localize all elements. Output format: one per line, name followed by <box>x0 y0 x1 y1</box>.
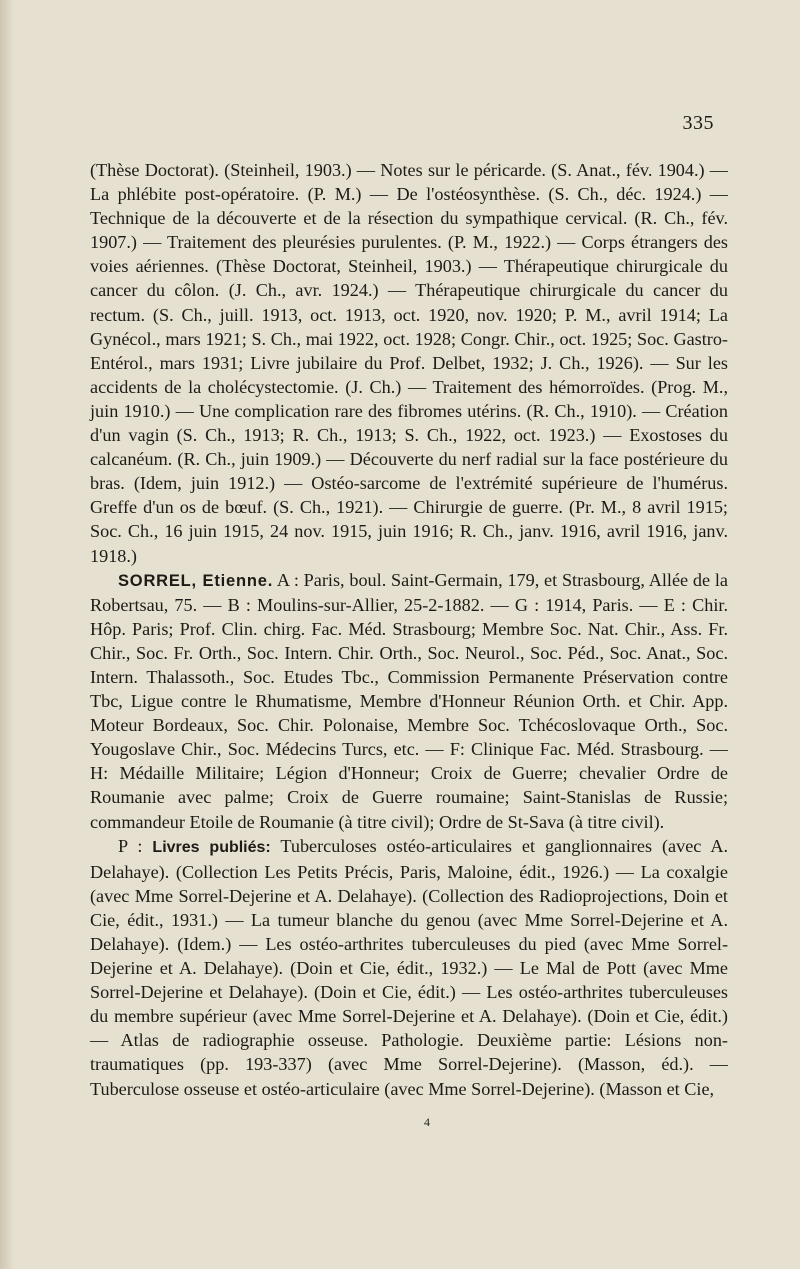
entry-name: SORREL, Etienne. <box>118 571 274 590</box>
books-paragraph <box>90 834 728 1101</box>
page-number: 335 <box>682 112 714 134</box>
document-body <box>90 158 728 1101</box>
biography-entry <box>90 568 728 834</box>
continuation-paragraph: (Thèse Doctorat). (Steinheil, 1903.) — Notes sur le péricarde. (S. Anat., fév. 1904.) — La phlébite post-opératoire. (P. M.) — De l'ostéosynthèse. (S. Ch., déc. 1924.) — Technique de la découverte et de la résection du sympathique cervical. (R. Ch., fév. 1907.) — Traitement des pleurésies purulentes. (P. M., 1922.) — Corps étrangers des voies aériennes. (Thèse Doctorat, Steinheil, 1903.) — Thérapeutique chirurgicale du cancer du côlon. (J. Ch., avr. 1924.) — Thérapeutique chirurgicale du cancer du rectum. (S. Ch., juill. 1913, oct. 1913, oct. 1920, nov. 1920; P. M., avril 1914; La Gynécol., mars 1921; S. Ch., mai 1922, oct. 1928; Congr. Chir., oct. 1925; Soc. Gastro-Entérol., mars 1931; Livre jubilaire du Prof. Delbet, 1932; J. Ch., 1926). — Sur les accidents de la cholécystectomie. (J. Ch.) — Traitement des hémorroïdes. (Prog. M., juin 1910.) — Une complication rare des fibromes utérins. (R. Ch., 1910). — Création d'un vagin (S. Ch., 1913; R. Ch., 1913; S. Ch., 1922, oct. 1923.) — Exostoses du calcanéum. (R. Ch., juin 1909.) — Découverte du nerf radial sur la face postérieure du bras. (Idem, juin 1912.) — Ostéo-sarcome de l'extrémité supérieure de l'humérus. Greffe d'un os de bœuf. (S. Ch., 1921). — Chirurgie de guerre. (Pr. M., 8 avril 1915; Soc. Ch., 16 juin 1915, 24 nov. 1915, juin 1916; R. Ch., janv. 1916, avril 1916, janv. 1918.) <box>90 160 728 566</box>
books-label: Livres publiés: <box>152 838 271 856</box>
entry-body: A : Paris, boul. Saint-Germain, 179, et Strasbourg, Allée de la Robertsau, 75. — B : Moulins-sur-Allier, 25-2-1882. — G : 1914, Paris. — E : Chir. Hôp. Paris; Prof. Clin. chirg. Fac. Méd. Strasbourg; Membre Soc. Nat. Chir., Ass. Fr. Chir., Soc. Fr. Orth., Soc. Intern. Chir. Orth., Soc. Neurol., Soc. Péd., Soc. Anat., Soc. Intern. Thalassoth., Soc. Etudes Tbc., Commission Permanente Préservation contre Tbc, Ligue contre le Rhumatisme, Membre d'Honneur Réunion Orth. et Chir. App. Moteur Bordeaux, Soc. Chir. Polonaise, Membre Soc. Tchécoslovaque Orth., Soc. Yougoslave Chir., Soc. Médecins Turcs, etc. — F: Clinique Fac. Méd. Strasbourg. — H: Médaille Militaire; Légion d'Honneur; Croix de Guerre; chevalier Ordre de Roumanie avec palme; Croix de Guerre roumaine; Saint-Stanislas de Russie; commandeur Etoile de Roumanie (à titre civil); Ordre de St-Sava (à titre civil). <box>90 569 728 832</box>
books-body: Tuberculoses ostéo-articulaires et ganglionnaires (avec A. Delahaye). (Collection Les Petits Précis, Paris, Maloine, édit., 1926.) — La coxalgie (avec Mme Sorrel-Dejerine et A. Delahaye). (Collection des Radioprojections, Doin et Cie, édit., 1931.) — La tumeur blanche du genou (avec Mme Sorrel-Dejerine et A. Delahaye). (Idem.) — Les ostéo-arthrites tuberculeuses du pied (avec Mme Sorrel-Dejerine et A. Delahaye). (Doin et Cie, édit., 1932.) — Le Mal de Pott (avec Mme Sorrel-Dejerine et Delahaye). (Doin et Cie, édit.) — Les ostéo-arthrites tuberculeuses du membre supérieur (avec Mme Sorrel-Dejerine et A. Delahaye). (Doin et Cie, édit.) — Atlas de radiographie osseuse. Pathologie. Deuxième partie: Lésions non-traumatiques (pp. 193-337) (avec Mme Sorrel-Dejerine). (Masson, éd.). — Tuberculose osseuse et ostéo-articulaire (avec Mme Sorrel-Dejerine). (Masson et Cie, <box>90 835 729 1099</box>
books-prefix: P : <box>118 835 153 856</box>
signature-mark: 4 <box>424 1115 430 1129</box>
page-edge-shadow <box>0 0 14 1269</box>
